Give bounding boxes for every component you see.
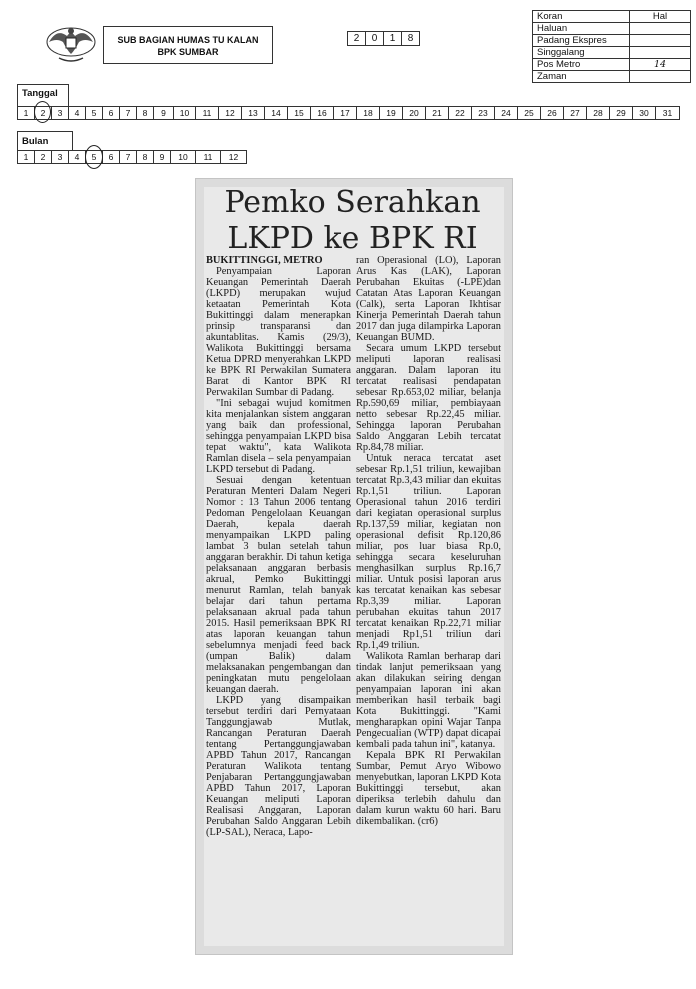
month-cell: 11 — [196, 151, 221, 163]
day-cell: 20 — [403, 107, 426, 119]
article-paragraph: Sesuai dengan ketentuan Peraturan Menteri Dalam Negeri Nomor : 13 Tahun 2006 tentang Pedoman Pengelolaan Keuangan Daerah, kepala daerah menyampaikan LKPD paling lambat 3 bulan setelah tahun anggaran berakhir. Di tahun ketiga pelaksanaan anggaran berbasis akrual, Pemko Bukittinggi menurut Ramlan, telah banyak belajar dari tahun pertama pelaksanaan akrual pada tahun 2015. Hasil pemeriksaan BPK RI atas laporan keuangan tahun sebelumnya menjadi feed back (umpan Balik) dalam melaksanakan pengembangan dan peningkatan mutu pengelolaan keuangan daerah. — [206, 475, 351, 695]
col-koran-header: Koran — [533, 11, 630, 23]
source-name: Zaman — [533, 71, 630, 83]
month-cell: 9 — [154, 151, 171, 163]
day-cell: 17 — [334, 107, 357, 119]
day-cell: 8 — [137, 107, 154, 119]
day-cell: 29 — [610, 107, 633, 119]
month-cell: 5 — [86, 151, 103, 163]
day-cell: 15 — [288, 107, 311, 119]
day-cell: 14 — [265, 107, 288, 119]
day-cell: 18 — [357, 107, 380, 119]
day-cell: 23 — [472, 107, 495, 119]
day-cell: 27 — [564, 107, 587, 119]
day-cell: 31 — [662, 108, 673, 118]
article-paragraph: "Ini sebagai wujud komitmen kita menjalankan sistem anggaran yang baik dan professional, sehingga penyampaian LKPD bisa tepat waktu", kata Walikota Ramlan disela – sela penyampaian LKPD tersebut di Padang. — [206, 398, 351, 475]
day-cell: 3 — [52, 107, 69, 119]
source-name: Pos Metro — [533, 59, 630, 71]
month-cell: 8 — [137, 151, 154, 163]
day-cell: 19 — [380, 107, 403, 119]
day-cell: 22 — [449, 107, 472, 119]
source-name: Singgalang — [533, 47, 630, 59]
day-cell: 7 — [120, 107, 137, 119]
org-line-1: SUB BAGIAN HUMAS TU KALAN — [117, 35, 259, 45]
org-line-2: BPK SUMBAR — [157, 47, 219, 57]
article-paragraph: LKPD yang disampaikan tersebut terdiri dari Pernyataan Tanggungjawab Mutlak, Rancangan Peraturan Daerah tentang Pertanggungjawaban APBD Tahun 2017, Rancangan Peraturan Walikota tentang Penjabaran Pertanggungjawaban APBD Tahun 2017, Laporan Keuangan meliputi Laporan Realisasi Anggaran, Laporan Perubahan Saldo Anggaran Lebih (LP-SAL), Neraca, Lapo- — [206, 695, 351, 838]
month-cell: 7 — [120, 151, 137, 163]
source-page: 14 — [630, 59, 691, 71]
year-digit: 2 — [348, 32, 366, 45]
article-column-1 — [206, 255, 351, 838]
source-row — [533, 71, 691, 83]
year-digit: 8 — [407, 33, 414, 44]
day-cell: 12 — [219, 107, 242, 119]
article-paragraph: Secara umum LKPD tersebut meliputi laporan realisasi anggaran. Dalam laporan itu tercatat realisasi pendapatan sebesar Rp.653,02 miliar, belanja Rp.590,69 miliar, pembiayaan netto sebesar Rp.22,45 miliar. Sehingga laporan Perubahan Saldo Anggaran Lebih tercatat Rp.84,78 miliar. — [356, 343, 501, 453]
day-cell: 5 — [86, 107, 103, 119]
source-page — [630, 71, 691, 83]
day-cell: 21 — [426, 107, 449, 119]
bulan-label: Bulan — [22, 136, 49, 147]
month-cell: 12 — [228, 152, 239, 162]
garuda-emblem-logo — [45, 20, 97, 66]
year-box — [347, 31, 420, 46]
article-paragraph: Untuk neraca tercatat aset sebesar Rp.1,51 triliun, kewajiban tercatat Rp.3,43 miliar dan ekuitas Rp.1,51 triliun. Laporan Operasional tahun 2016 terdiri dari kegiatan operasional surplus Rp.137,59 miliar, kegiatan non operasional defisit Rp.120,86 miliar, pos luar biasa Rp.0, sehingga secara keseluruhan menghasilkan surplus Rp.16,7 miliar. Untuk posisi laporan arus kas tercatat kenaikan kas sebesar Rp.3,39 miliar. Laporan perubahan ekuitas tahun 2017 tercatat kenaikan Rp.22,71 miliar menjadi Rp1,51 triliun dari Rp.1,49 triliun. — [356, 453, 501, 651]
source-page — [630, 23, 691, 35]
year-digit: 1 — [384, 32, 402, 45]
day-cell: 26 — [541, 107, 564, 119]
selected-month-circle — [85, 145, 103, 169]
day-cell: 24 — [495, 107, 518, 119]
col-hal-header: Hal — [630, 11, 691, 23]
day-cell: 28 — [587, 107, 610, 119]
article-paragraph: Walikota Ramlan berharap dari tindak lanjut pemeriksaan yang akan dilakukan seiring dengan penyampaian laporan ini akan memberikan hasil terbaik bagi Kota Bukittinggi. "Kami mengharapkan opini Wajar Tanpa Pengecualian (WTP) dapat dicapai kembali pada tahun ini", katanya. — [356, 651, 501, 750]
article-column-2 — [356, 255, 501, 827]
day-cell: 11 — [196, 107, 219, 119]
month-cell: 4 — [69, 151, 86, 163]
day-cell: 1 — [18, 107, 35, 119]
day-cell: 16 — [311, 107, 334, 119]
article-headline — [200, 185, 505, 257]
source-row — [533, 59, 691, 71]
source-row — [533, 35, 691, 47]
headline-line-1: Pemko Serahkan — [224, 185, 481, 220]
month-number-row — [17, 150, 247, 164]
day-cell: 2 — [35, 107, 52, 119]
article-paragraph: Kepala BPK RI Perwakilan Sumbar, Pemut Aryo Wibowo menyebutkan, laporan LKPD Kota Bukittinggi tersebut, akan diperiksa terlebih dahulu dan dalam kurun waktu 60 hari. Baru dikembalikan. (cr6) — [356, 750, 501, 827]
source-name: Padang Ekspres — [533, 35, 630, 47]
day-cell: 13 — [242, 107, 265, 119]
month-cell: 3 — [52, 151, 69, 163]
article-paragraph: Penyampaian Laporan Keuangan Pemerintah Daerah (LKPD) merupakan wujud ketaatan Pemerintah Kota Bukittinggi dalam menerapkan prinsip transparansi dan akuntablitas. Kamis (29/3), Walikota Bukittinggi bersama Ketua DPRD menyerahkan LKPD ke BPK RI Perwakilan Sumatera Barat di Kantor BPK RI Perwakilan Sumbar di Padang. — [206, 266, 351, 398]
year-digit: 0 — [366, 32, 384, 45]
month-cell: 2 — [35, 151, 52, 163]
day-number-row — [17, 106, 680, 120]
tanggal-label: Tanggal — [22, 88, 58, 99]
source-row — [533, 47, 691, 59]
article-dateline: BUKITTINGGI, METRO — [206, 255, 323, 266]
month-cell: 10 — [171, 151, 196, 163]
selected-day-circle — [34, 101, 51, 123]
day-cell: 4 — [69, 107, 86, 119]
day-cell: 30 — [633, 107, 656, 119]
day-cell: 6 — [103, 107, 120, 119]
source-page — [630, 47, 691, 59]
month-cell: 6 — [103, 151, 120, 163]
office-header-box — [103, 26, 273, 64]
source-name: Haluan — [533, 23, 630, 35]
source-table-header — [533, 11, 691, 23]
source-row — [533, 23, 691, 35]
day-cell: 25 — [518, 107, 541, 119]
day-cell: 9 — [154, 107, 174, 119]
source-page — [630, 35, 691, 47]
day-cell: 10 — [174, 107, 196, 119]
newspaper-source-table — [532, 10, 691, 83]
month-cell: 1 — [18, 151, 35, 163]
article-paragraph: ran Operasional (LO), Laporan Arus Kas (LAK), Laporan Perubahan Ekuitas (-LPE)dan Catatan Atas Laporan Keuangan (Calk), serta Laporan Ikhtisar Kinerja Pemerintah Daerah tahun 2017 dan juga dilampirka Laporan Keuangan BUMD. — [356, 255, 501, 343]
headline-line-2: LKPD ke BPK RI — [227, 221, 478, 256]
